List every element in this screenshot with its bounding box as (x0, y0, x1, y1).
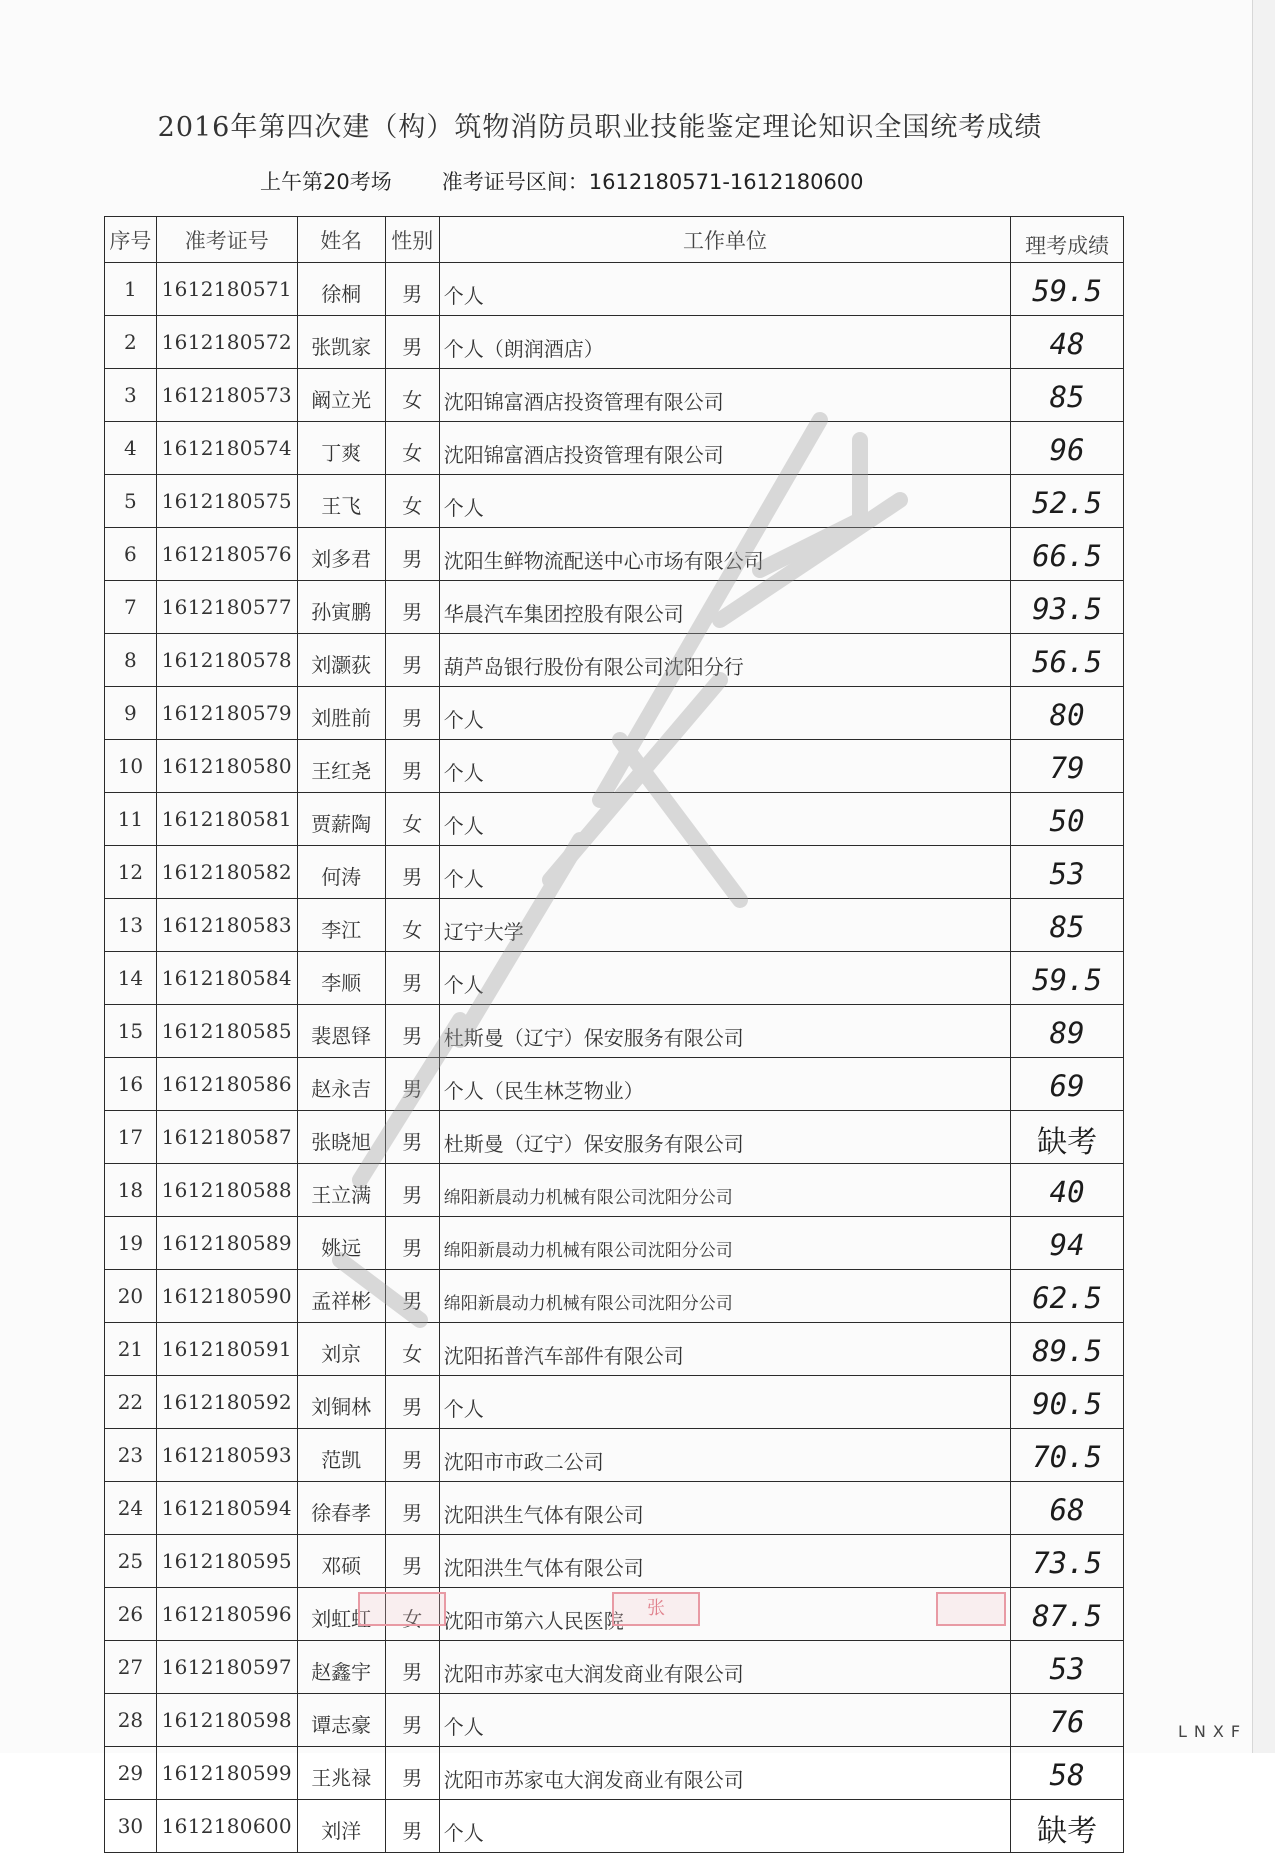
stamp-left (358, 1592, 446, 1626)
cell-sex: 男 (385, 952, 439, 1005)
cell-unit: 个人 (439, 952, 1010, 1005)
cell-name: 王立满 (297, 1164, 385, 1217)
table-row (105, 793, 1124, 846)
cell-unit: 沈阳市苏家屯大润发商业有限公司 (439, 1747, 1010, 1800)
cell-unit: 个人 (439, 846, 1010, 899)
cell-sex: 男 (385, 740, 439, 793)
cell-unit: 个人 (439, 1800, 1010, 1853)
cell-no: 17 (105, 1111, 157, 1164)
cell-id: 1612180599 (156, 1747, 297, 1800)
cell-no: 1 (105, 263, 157, 316)
header-name: 姓名 (297, 217, 385, 263)
cell-unit: 个人（民生林芝物业） (439, 1058, 1010, 1111)
header-score: 理考成绩 (1011, 217, 1124, 263)
cell-score: 94 (1011, 1217, 1124, 1270)
cell-sex: 女 (385, 1323, 439, 1376)
stamp-center: 张 (612, 1592, 700, 1626)
cell-unit: 个人 (439, 687, 1010, 740)
cell-score: 48 (1011, 316, 1124, 369)
document-title: 2016年第四次建（构）筑物消防员职业技能鉴定理论知识全国统考成绩 (157, 112, 1043, 143)
cell-unit: 沈阳拓普汽车部件有限公司 (439, 1323, 1010, 1376)
cell-sex: 男 (385, 1800, 439, 1853)
cell-id: 1612180600 (156, 1800, 297, 1853)
cell-name: 赵永吉 (297, 1058, 385, 1111)
cell-id: 1612180575 (156, 475, 297, 528)
cell-id: 1612180587 (156, 1111, 297, 1164)
cell-unit: 葫芦岛银行股份有限公司沈阳分行 (439, 634, 1010, 687)
table-row (105, 528, 1124, 581)
cell-score: 93.5 (1011, 581, 1124, 634)
cell-score: 40 (1011, 1164, 1124, 1217)
cell-sex: 男 (385, 1270, 439, 1323)
cell-id: 1612180588 (156, 1164, 297, 1217)
cell-score: 73.5 (1011, 1535, 1124, 1588)
cell-unit: 个人 (439, 1694, 1010, 1747)
cell-name: 姚远 (297, 1217, 385, 1270)
table-row (105, 1058, 1124, 1111)
cell-score: 59.5 (1011, 263, 1124, 316)
cell-name: 张凯家 (297, 316, 385, 369)
cell-name: 赵鑫宇 (297, 1641, 385, 1694)
cell-sex: 女 (385, 793, 439, 846)
cell-no: 22 (105, 1376, 157, 1429)
cell-no: 27 (105, 1641, 157, 1694)
table-row (105, 475, 1124, 528)
cell-score: 52.5 (1011, 475, 1124, 528)
cell-no: 14 (105, 952, 157, 1005)
table-header (105, 217, 1124, 263)
exam-session: 上午第20考场 (260, 170, 392, 194)
cell-no: 10 (105, 740, 157, 793)
table-row (105, 1270, 1124, 1323)
cell-sex: 男 (385, 1747, 439, 1800)
cell-no: 30 (105, 1800, 157, 1853)
cell-no: 23 (105, 1429, 157, 1482)
cell-name: 刘铜林 (297, 1376, 385, 1429)
cell-sex: 男 (385, 1164, 439, 1217)
table-row (105, 1164, 1124, 1217)
cell-no: 12 (105, 846, 157, 899)
cell-unit: 绵阳新晨动力机械有限公司沈阳分公司 (439, 1270, 1010, 1323)
cell-score: 87.5 (1011, 1588, 1124, 1641)
cell-no: 4 (105, 422, 157, 475)
cell-score: 58 (1011, 1747, 1124, 1800)
cell-no: 5 (105, 475, 157, 528)
id-range: 准考证号区间：1612180571-1612180600 (441, 170, 864, 194)
cell-name: 徐春孝 (297, 1482, 385, 1535)
table-row (105, 1376, 1124, 1429)
footer-mark: LNXF (1178, 1722, 1248, 1741)
cell-no: 15 (105, 1005, 157, 1058)
cell-no: 16 (105, 1058, 157, 1111)
cell-sex: 女 (385, 899, 439, 952)
cell-id: 1612180591 (156, 1323, 297, 1376)
cell-score: 53 (1011, 1641, 1124, 1694)
cell-id: 1612180592 (156, 1376, 297, 1429)
table-row (105, 263, 1124, 316)
cell-unit: 绵阳新晨动力机械有限公司沈阳分公司 (439, 1164, 1010, 1217)
table-row (105, 1535, 1124, 1588)
cell-sex: 男 (385, 528, 439, 581)
cell-sex: 女 (385, 1588, 439, 1641)
cell-name: 何涛 (297, 846, 385, 899)
cell-sex: 男 (385, 1429, 439, 1482)
cell-score: 53 (1011, 846, 1124, 899)
cell-id: 1612180583 (156, 899, 297, 952)
cell-name: 刘灏荻 (297, 634, 385, 687)
cell-id: 1612180594 (156, 1482, 297, 1535)
cell-unit: 个人 (439, 1376, 1010, 1429)
table-row (105, 1747, 1124, 1800)
header-unit: 工作单位 (439, 217, 1010, 263)
cell-sex: 女 (385, 475, 439, 528)
cell-no: 13 (105, 899, 157, 952)
cell-no: 8 (105, 634, 157, 687)
cell-id: 1612180595 (156, 1535, 297, 1588)
table-row (105, 1323, 1124, 1376)
cell-unit: 个人（朗润酒店） (439, 316, 1010, 369)
cell-name: 徐桐 (297, 263, 385, 316)
cell-sex: 女 (385, 369, 439, 422)
cell-sex: 男 (385, 1111, 439, 1164)
cell-no: 18 (105, 1164, 157, 1217)
cell-no: 20 (105, 1270, 157, 1323)
table-row (105, 899, 1124, 952)
cell-id: 1612180571 (156, 263, 297, 316)
cell-unit: 绵阳新晨动力机械有限公司沈阳分公司 (439, 1217, 1010, 1270)
cell-id: 1612180573 (156, 369, 297, 422)
cell-sex: 男 (385, 1535, 439, 1588)
cell-sex: 男 (385, 687, 439, 740)
cell-name: 刘虹虹 (297, 1588, 385, 1641)
cell-unit: 杜斯曼（辽宁）保安服务有限公司 (439, 1005, 1010, 1058)
cell-id: 1612180589 (156, 1217, 297, 1270)
cell-no: 26 (105, 1588, 157, 1641)
cell-id: 1612180596 (156, 1588, 297, 1641)
header-id: 准考证号 (156, 217, 297, 263)
table-row (105, 687, 1124, 740)
cell-name: 丁爽 (297, 422, 385, 475)
cell-sex: 女 (385, 422, 439, 475)
cell-unit: 沈阳市市政二公司 (439, 1429, 1010, 1482)
cell-score: 89 (1011, 1005, 1124, 1058)
table-row (105, 369, 1124, 422)
page-edge (1252, 0, 1275, 1753)
cell-score: 85 (1011, 899, 1124, 952)
cell-no: 21 (105, 1323, 157, 1376)
cell-id: 1612180576 (156, 528, 297, 581)
cell-score: 68 (1011, 1482, 1124, 1535)
cell-score: 66.5 (1011, 528, 1124, 581)
cell-no: 7 (105, 581, 157, 634)
cell-score: 62.5 (1011, 1270, 1124, 1323)
cell-score: 89.5 (1011, 1323, 1124, 1376)
cell-unit: 个人 (439, 793, 1010, 846)
cell-score: 85 (1011, 369, 1124, 422)
cell-sex: 男 (385, 1376, 439, 1429)
cell-id: 1612180581 (156, 793, 297, 846)
stamp-right (936, 1592, 1006, 1626)
cell-sex: 男 (385, 1217, 439, 1270)
cell-sex: 男 (385, 263, 439, 316)
cell-unit: 沈阳市苏家屯大润发商业有限公司 (439, 1641, 1010, 1694)
cell-id: 1612180597 (156, 1641, 297, 1694)
cell-unit: 沈阳锦富酒店投资管理有限公司 (439, 422, 1010, 475)
cell-name: 李顺 (297, 952, 385, 1005)
cell-id: 1612180585 (156, 1005, 297, 1058)
cell-unit: 杜斯曼（辽宁）保安服务有限公司 (439, 1111, 1010, 1164)
table-row (105, 1429, 1124, 1482)
table-row (105, 952, 1124, 1005)
cell-unit: 辽宁大学 (439, 899, 1010, 952)
cell-name: 王红尧 (297, 740, 385, 793)
cell-score: 96 (1011, 422, 1124, 475)
cell-name: 李江 (297, 899, 385, 952)
table-row (105, 422, 1124, 475)
cell-score: 80 (1011, 687, 1124, 740)
cell-name: 范凯 (297, 1429, 385, 1482)
table-row (105, 316, 1124, 369)
table-row (105, 1800, 1124, 1853)
cell-unit: 华晨汽车集团控股有限公司 (439, 581, 1010, 634)
cell-score: 59.5 (1011, 952, 1124, 1005)
cell-id: 1612180580 (156, 740, 297, 793)
cell-name: 刘多君 (297, 528, 385, 581)
cell-id: 1612180577 (156, 581, 297, 634)
cell-no: 11 (105, 793, 157, 846)
cell-name: 王飞 (297, 475, 385, 528)
cell-no: 9 (105, 687, 157, 740)
cell-sex: 男 (385, 581, 439, 634)
cell-no: 3 (105, 369, 157, 422)
cell-id: 1612180582 (156, 846, 297, 899)
cell-id: 1612180579 (156, 687, 297, 740)
cell-score: 90.5 (1011, 1376, 1124, 1429)
cell-id: 1612180578 (156, 634, 297, 687)
cell-no: 19 (105, 1217, 157, 1270)
cell-name: 孟祥彬 (297, 1270, 385, 1323)
cell-score: 69 (1011, 1058, 1124, 1111)
cell-id: 1612180572 (156, 316, 297, 369)
cell-name: 谭志豪 (297, 1694, 385, 1747)
exam-session-line (260, 166, 864, 196)
cell-unit: 沈阳市第六人民医院 (439, 1588, 1010, 1641)
table-row (105, 1005, 1124, 1058)
cell-id: 1612180598 (156, 1694, 297, 1747)
table-row (105, 1217, 1124, 1270)
cell-unit: 沈阳生鲜物流配送中心市场有限公司 (439, 528, 1010, 581)
header-no: 序号 (105, 217, 157, 263)
table-row (105, 1111, 1124, 1164)
table-row (105, 846, 1124, 899)
cell-sex: 男 (385, 1694, 439, 1747)
cell-no: 6 (105, 528, 157, 581)
cell-score: 56.5 (1011, 634, 1124, 687)
cell-score: 缺考 (1011, 1111, 1124, 1164)
cell-sex: 男 (385, 1058, 439, 1111)
cell-name: 邓硕 (297, 1535, 385, 1588)
cell-sex: 男 (385, 846, 439, 899)
cell-sex: 男 (385, 634, 439, 687)
cell-unit: 沈阳洪生气体有限公司 (439, 1482, 1010, 1535)
cell-id: 1612180574 (156, 422, 297, 475)
cell-name: 阚立光 (297, 369, 385, 422)
cell-sex: 男 (385, 316, 439, 369)
cell-name: 张晓旭 (297, 1111, 385, 1164)
cell-id: 1612180586 (156, 1058, 297, 1111)
cell-score: 76 (1011, 1694, 1124, 1747)
cell-unit: 个人 (439, 475, 1010, 528)
table-row (105, 1694, 1124, 1747)
cell-unit: 个人 (439, 263, 1010, 316)
cell-name: 裴恩铎 (297, 1005, 385, 1058)
cell-score: 50 (1011, 793, 1124, 846)
cell-unit: 沈阳洪生气体有限公司 (439, 1535, 1010, 1588)
cell-unit: 个人 (439, 740, 1010, 793)
table-row (105, 634, 1124, 687)
cell-sex: 男 (385, 1482, 439, 1535)
cell-no: 2 (105, 316, 157, 369)
cell-score: 缺考 (1011, 1800, 1124, 1853)
cell-score: 70.5 (1011, 1429, 1124, 1482)
cell-name: 刘京 (297, 1323, 385, 1376)
table-row (105, 1641, 1124, 1694)
table-row (105, 1482, 1124, 1535)
cell-id: 1612180593 (156, 1429, 297, 1482)
cell-sex: 男 (385, 1005, 439, 1058)
table-row (105, 740, 1124, 793)
cell-name: 刘胜前 (297, 687, 385, 740)
cell-no: 28 (105, 1694, 157, 1747)
cell-name: 王兆禄 (297, 1747, 385, 1800)
cell-score: 79 (1011, 740, 1124, 793)
cell-no: 25 (105, 1535, 157, 1588)
table-row (105, 581, 1124, 634)
header-sex: 性别 (385, 217, 439, 263)
cell-id: 1612180584 (156, 952, 297, 1005)
cell-name: 贾薪陶 (297, 793, 385, 846)
cell-unit: 沈阳锦富酒店投资管理有限公司 (439, 369, 1010, 422)
cell-no: 24 (105, 1482, 157, 1535)
cell-no: 29 (105, 1747, 157, 1800)
cell-sex: 男 (385, 1641, 439, 1694)
cell-name: 孙寅鹏 (297, 581, 385, 634)
cell-name: 刘洋 (297, 1800, 385, 1853)
cell-id: 1612180590 (156, 1270, 297, 1323)
